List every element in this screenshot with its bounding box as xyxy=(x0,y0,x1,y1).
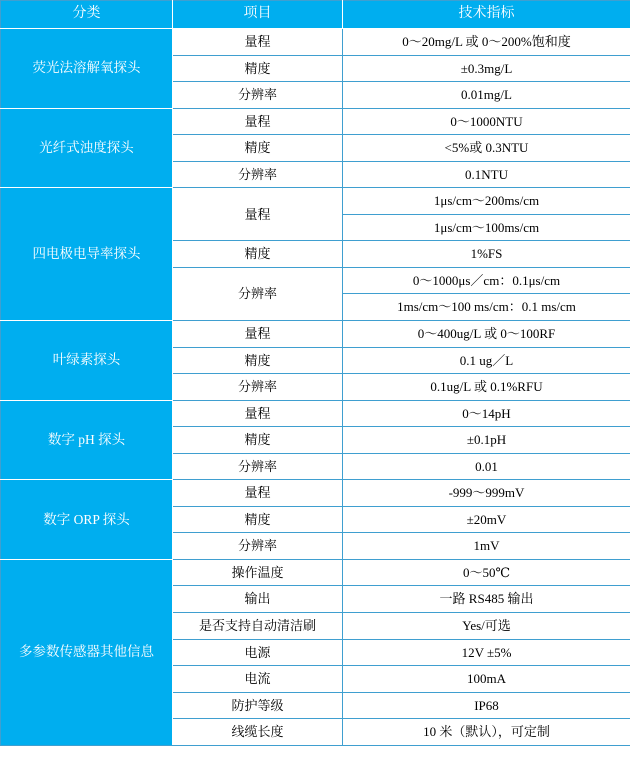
item-cell: 量程 xyxy=(173,108,343,135)
item-cell: 分辨率 xyxy=(173,533,343,560)
item-cell: 量程 xyxy=(173,321,343,348)
column-header: 技术指标 xyxy=(343,1,630,29)
table-body xyxy=(1,1,630,746)
item-cell: 量程 xyxy=(173,400,343,427)
value-cell: 0～400ug/L 或 0～100RF xyxy=(343,321,630,348)
value-cell: 一路 RS485 输出 xyxy=(343,586,630,613)
table-row xyxy=(1,321,630,348)
item-cell: 精度 xyxy=(173,55,343,82)
value-cell: 1%FS xyxy=(343,241,630,268)
item-cell: 量程 xyxy=(173,29,343,56)
item-cell: 精度 xyxy=(173,427,343,454)
value-cell: 1μs/cm～200ms/cm xyxy=(343,188,630,215)
item-cell: 线缆长度 xyxy=(173,719,343,746)
value-cell: 0～50℃ xyxy=(343,559,630,586)
item-cell: 分辨率 xyxy=(173,267,343,320)
value-cell: 0.1ug/L 或 0.1%RFU xyxy=(343,374,630,401)
value-cell: 0～1000μs／cm：0.1μs/cm xyxy=(343,267,630,294)
value-cell: 10 米（默认），可定制 xyxy=(343,719,630,746)
item-cell: 分辨率 xyxy=(173,82,343,109)
value-cell: 0～20mg/L 或 0～200%饱和度 xyxy=(343,29,630,56)
category-cell: 多参数传感器其他信息 xyxy=(1,559,173,745)
value-cell: 100mA xyxy=(343,666,630,693)
value-cell: ±20mV xyxy=(343,506,630,533)
table-row xyxy=(1,480,630,507)
value-cell: 0～14pH xyxy=(343,400,630,427)
table-header-row xyxy=(1,1,630,29)
category-cell: 光纤式浊度探头 xyxy=(1,108,173,188)
item-cell: 精度 xyxy=(173,241,343,268)
item-cell: 量程 xyxy=(173,188,343,241)
item-cell: 电流 xyxy=(173,666,343,693)
value-cell: 0.01mg/L xyxy=(343,82,630,109)
value-cell: 0～1000NTU xyxy=(343,108,630,135)
table-row xyxy=(1,559,630,586)
value-cell: ±0.3mg/L xyxy=(343,55,630,82)
value-cell: 0.1NTU xyxy=(343,161,630,188)
category-cell: 荧光法溶解氧探头 xyxy=(1,29,173,109)
item-cell: 操作温度 xyxy=(173,559,343,586)
item-cell: 电源 xyxy=(173,639,343,666)
item-cell: 分辨率 xyxy=(173,161,343,188)
column-header: 项目 xyxy=(173,1,343,29)
value-cell: <5%或 0.3NTU xyxy=(343,135,630,162)
value-cell: 12V ±5% xyxy=(343,639,630,666)
table-row xyxy=(1,29,630,56)
column-header: 分类 xyxy=(1,1,173,29)
item-cell: 是否支持自动清洁刷 xyxy=(173,613,343,640)
item-cell: 量程 xyxy=(173,480,343,507)
item-cell: 精度 xyxy=(173,506,343,533)
value-cell: 0.1 ug／L xyxy=(343,347,630,374)
category-cell: 四电极电导率探头 xyxy=(1,188,173,321)
item-cell: 分辨率 xyxy=(173,374,343,401)
value-cell: ±0.1pH xyxy=(343,427,630,454)
item-cell: 精度 xyxy=(173,135,343,162)
table-row xyxy=(1,400,630,427)
table-row xyxy=(1,188,630,215)
value-cell: IP68 xyxy=(343,692,630,719)
value-cell: -999～999mV xyxy=(343,480,630,507)
category-cell: 数字 ORP 探头 xyxy=(1,480,173,560)
item-cell: 防护等级 xyxy=(173,692,343,719)
item-cell: 精度 xyxy=(173,347,343,374)
item-cell: 分辨率 xyxy=(173,453,343,480)
item-cell: 输出 xyxy=(173,586,343,613)
value-cell: Yes/可选 xyxy=(343,613,630,640)
category-cell: 叶绿素探头 xyxy=(1,321,173,401)
table-row xyxy=(1,108,630,135)
value-cell: 0.01 xyxy=(343,453,630,480)
value-cell: 1ms/cm～100 ms/cm：0.1 ms/cm xyxy=(343,294,630,321)
value-cell: 1μs/cm～100ms/cm xyxy=(343,214,630,241)
category-cell: 数字 pH 探头 xyxy=(1,400,173,480)
value-cell: 1mV xyxy=(343,533,630,560)
